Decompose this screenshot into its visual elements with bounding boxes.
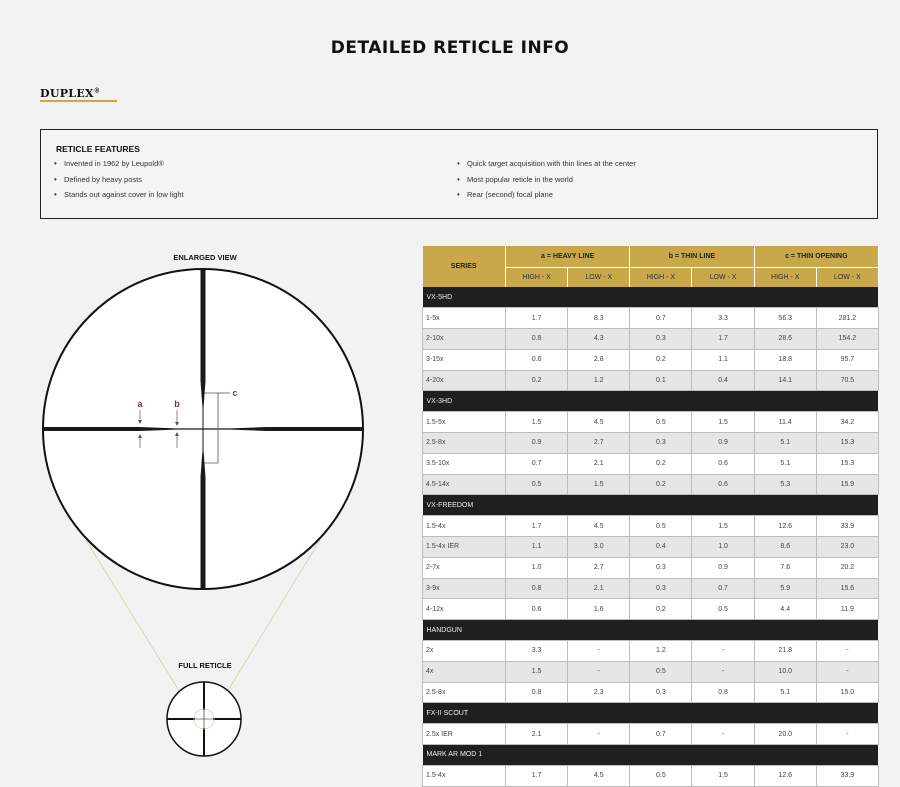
value-cell: 0.8 — [506, 329, 568, 350]
value-cell: 0.8 — [692, 682, 754, 703]
value-cell: 15.3 — [816, 453, 878, 474]
value-cell: - — [692, 724, 754, 745]
value-cell: 0.6 — [506, 349, 568, 370]
marker-a-label: a — [137, 399, 143, 409]
value-cell: 12.6 — [754, 765, 816, 786]
value-cell: 2.3 — [568, 682, 630, 703]
value-cell: 5.1 — [754, 453, 816, 474]
table-row — [423, 557, 879, 578]
sub-header-low: LOW - X — [692, 267, 754, 287]
model-cell: 3-15x — [423, 349, 506, 370]
sub-header-high: HIGH - X — [754, 267, 816, 287]
features-title: RETICLE FEATURES — [56, 144, 140, 154]
feature-item: • Stands out against cover in low light — [54, 190, 184, 206]
model-cell: 2-10x — [423, 329, 506, 350]
sub-header-high: HIGH - X — [506, 267, 568, 287]
feature-item: • Quick target acquisition with thin lines at the center — [457, 159, 636, 175]
value-cell: 23.0 — [816, 537, 878, 558]
table-row — [423, 537, 879, 558]
table-row — [423, 516, 879, 537]
model-cell: 3-9x — [423, 578, 506, 599]
value-cell: 8.6 — [754, 537, 816, 558]
value-cell: 0.6 — [506, 599, 568, 620]
table-row — [423, 474, 879, 495]
reticle-name — [40, 87, 100, 100]
series-group-row — [423, 391, 879, 412]
value-cell: 0.1 — [630, 370, 692, 391]
feature-item: • Most popular reticle in the world — [457, 175, 636, 191]
value-cell: - — [816, 661, 878, 682]
model-cell: 2.5x IER — [423, 724, 506, 745]
series-group-name: VX-5HD — [423, 287, 879, 308]
heavy-line-header: a = HEAVY LINE — [506, 246, 630, 267]
value-cell: 281.2 — [816, 308, 878, 329]
value-cell: 10.0 — [754, 661, 816, 682]
value-cell: 4.5 — [568, 516, 630, 537]
value-cell: 3.0 — [568, 537, 630, 558]
value-cell: 3.3 — [692, 308, 754, 329]
series-group-row — [423, 495, 879, 516]
value-cell: 0.7 — [630, 308, 692, 329]
marker-b-label: b — [174, 399, 180, 409]
marker-c-label: c — [232, 388, 238, 398]
value-cell: - — [816, 724, 878, 745]
model-cell: 1.5-5x — [423, 412, 506, 433]
table-body — [423, 287, 879, 786]
value-cell: 0.4 — [692, 370, 754, 391]
feature-item: • Rear (second) focal plane — [457, 190, 636, 206]
value-cell: 18.8 — [754, 349, 816, 370]
table-row — [423, 329, 879, 350]
series-group-name: VX-3HD — [423, 391, 879, 412]
value-cell: 8.3 — [568, 308, 630, 329]
value-cell: 1.0 — [506, 557, 568, 578]
value-cell: 1.1 — [692, 349, 754, 370]
value-cell: 1.6 — [568, 599, 630, 620]
enlarged-view-label: ENLARGED VIEW — [173, 253, 237, 262]
model-cell: 1-5x — [423, 308, 506, 329]
model-cell: 2-7x — [423, 557, 506, 578]
value-cell: 0.3 — [630, 433, 692, 454]
table-row — [423, 453, 879, 474]
value-cell: 0.6 — [692, 474, 754, 495]
reticle-dimensions-table — [422, 246, 879, 787]
series-group-row — [423, 703, 879, 724]
reticle-features-box — [40, 129, 878, 219]
value-cell: - — [568, 724, 630, 745]
value-cell: 2.1 — [506, 724, 568, 745]
series-group-row — [423, 287, 879, 308]
table-row — [423, 308, 879, 329]
value-cell: - — [692, 641, 754, 662]
table-row — [423, 641, 879, 662]
sub-header-high: HIGH - X — [630, 267, 692, 287]
series-group-row — [423, 745, 879, 766]
value-cell: 0.2 — [630, 599, 692, 620]
model-cell: 4-20x — [423, 370, 506, 391]
table-row — [423, 682, 879, 703]
model-cell: 2x — [423, 641, 506, 662]
model-cell: 2.5-8x — [423, 433, 506, 454]
value-cell: 1.5 — [568, 474, 630, 495]
value-cell: 3.3 — [506, 641, 568, 662]
table-row — [423, 578, 879, 599]
series-group-row — [423, 620, 879, 641]
value-cell: 0.7 — [506, 453, 568, 474]
feature-item: • Defined by heavy posts — [54, 175, 184, 191]
registered-mark: ® — [93, 87, 101, 95]
thin-opening-header: c = THIN OPENING — [754, 246, 878, 267]
value-cell: 0.5 — [692, 599, 754, 620]
value-cell: 1.5 — [506, 412, 568, 433]
value-cell: 1.5 — [692, 412, 754, 433]
model-cell: 4.5-14x — [423, 474, 506, 495]
value-cell: 1.0 — [692, 537, 754, 558]
model-cell: 3.5-10x — [423, 453, 506, 474]
series-header: SERIES — [423, 246, 506, 287]
value-cell: - — [692, 661, 754, 682]
value-cell: - — [568, 641, 630, 662]
value-cell: 2.7 — [568, 557, 630, 578]
value-cell: 34.2 — [816, 412, 878, 433]
value-cell: 1.7 — [506, 308, 568, 329]
thin-line-header: b = THIN LINE — [630, 246, 754, 267]
value-cell: 0.2 — [630, 453, 692, 474]
series-group-name: FX-II SCOUT — [423, 703, 879, 724]
value-cell: 4.5 — [568, 412, 630, 433]
value-cell: 0.2 — [630, 349, 692, 370]
sub-header-low: LOW - X — [568, 267, 630, 287]
value-cell: 20.2 — [816, 557, 878, 578]
value-cell: 0.3 — [630, 578, 692, 599]
value-cell: 0.2 — [630, 474, 692, 495]
value-cell: 5.3 — [754, 474, 816, 495]
feature-item: • Invented in 1962 by Leupold® — [54, 159, 184, 175]
value-cell: 0.6 — [692, 453, 754, 474]
series-group-name: VX-FREEDOM — [423, 495, 879, 516]
features-list-right — [457, 159, 636, 206]
value-cell: 0.5 — [630, 661, 692, 682]
value-cell: 95.7 — [816, 349, 878, 370]
value-cell: 1.7 — [692, 329, 754, 350]
value-cell: 154.2 — [816, 329, 878, 350]
value-cell: 0.3 — [630, 557, 692, 578]
model-cell: 4-12x — [423, 599, 506, 620]
value-cell: 0.8 — [506, 682, 568, 703]
value-cell: 1.2 — [568, 370, 630, 391]
value-cell: 0.7 — [630, 724, 692, 745]
value-cell: 2.1 — [568, 453, 630, 474]
value-cell: 0.3 — [630, 329, 692, 350]
value-cell: 0.8 — [506, 578, 568, 599]
model-cell: 4x — [423, 661, 506, 682]
value-cell: 12.6 — [754, 516, 816, 537]
value-cell: 0.5 — [630, 765, 692, 786]
value-cell: 0.2 — [506, 370, 568, 391]
value-cell: 15.0 — [816, 682, 878, 703]
value-cell: - — [816, 641, 878, 662]
value-cell: 21.8 — [754, 641, 816, 662]
value-cell: 15.6 — [816, 578, 878, 599]
value-cell: 1.5 — [506, 661, 568, 682]
table-row — [423, 412, 879, 433]
value-cell: 11.9 — [816, 599, 878, 620]
value-cell: 20.0 — [754, 724, 816, 745]
value-cell: 70.5 — [816, 370, 878, 391]
table-row — [423, 599, 879, 620]
value-cell: 15.9 — [816, 474, 878, 495]
table-row — [423, 349, 879, 370]
model-cell: 1.5-4x IER — [423, 537, 506, 558]
value-cell: 4.4 — [754, 599, 816, 620]
full-reticle-label: FULL RETICLE — [178, 661, 232, 670]
model-cell: 2.5-8x — [423, 682, 506, 703]
value-cell: 1.5 — [692, 765, 754, 786]
value-cell: 0.9 — [692, 433, 754, 454]
reticle-diagram — [0, 240, 420, 787]
value-cell: 0.7 — [692, 578, 754, 599]
value-cell: 2.7 — [568, 433, 630, 454]
reticle-name-underline — [40, 100, 117, 102]
value-cell: 0.4 — [630, 537, 692, 558]
value-cell: 14.1 — [754, 370, 816, 391]
value-cell: 28.6 — [754, 329, 816, 350]
series-group-name: HANDGUN — [423, 620, 879, 641]
page-title: DETAILED RETICLE INFO — [330, 38, 570, 58]
value-cell: 1.2 — [630, 641, 692, 662]
table-row — [423, 433, 879, 454]
series-group-name: MARK AR MOD 1 — [423, 745, 879, 766]
value-cell: 4.3 — [568, 329, 630, 350]
value-cell: 2.1 — [568, 578, 630, 599]
value-cell: 33.9 — [816, 765, 878, 786]
value-cell: 11.4 — [754, 412, 816, 433]
value-cell: - — [568, 661, 630, 682]
value-cell: 15.3 — [816, 433, 878, 454]
table-row — [423, 765, 879, 786]
value-cell: 0.5 — [506, 474, 568, 495]
value-cell: 1.7 — [506, 765, 568, 786]
value-cell: 0.3 — [630, 682, 692, 703]
value-cell: 1.7 — [506, 516, 568, 537]
value-cell: 0.9 — [506, 433, 568, 454]
value-cell: 1.5 — [692, 516, 754, 537]
value-cell: 4.5 — [568, 765, 630, 786]
table-row — [423, 724, 879, 745]
value-cell: 56.3 — [754, 308, 816, 329]
table-row — [423, 370, 879, 391]
value-cell: 2.8 — [568, 349, 630, 370]
features-list-left — [54, 159, 184, 206]
sub-header-low: LOW - X — [816, 267, 878, 287]
model-cell: 1.5-4x — [423, 516, 506, 537]
value-cell: 5.1 — [754, 682, 816, 703]
value-cell: 1.1 — [506, 537, 568, 558]
value-cell: 33.9 — [816, 516, 878, 537]
value-cell: 0.5 — [630, 412, 692, 433]
value-cell: 7.6 — [754, 557, 816, 578]
table-row — [423, 661, 879, 682]
reticle-name-text: DUPLEX — [40, 87, 94, 100]
value-cell: 0.5 — [630, 516, 692, 537]
value-cell: 5.9 — [754, 578, 816, 599]
value-cell: 5.1 — [754, 433, 816, 454]
value-cell: 0.9 — [692, 557, 754, 578]
model-cell: 1.5-4x — [423, 765, 506, 786]
